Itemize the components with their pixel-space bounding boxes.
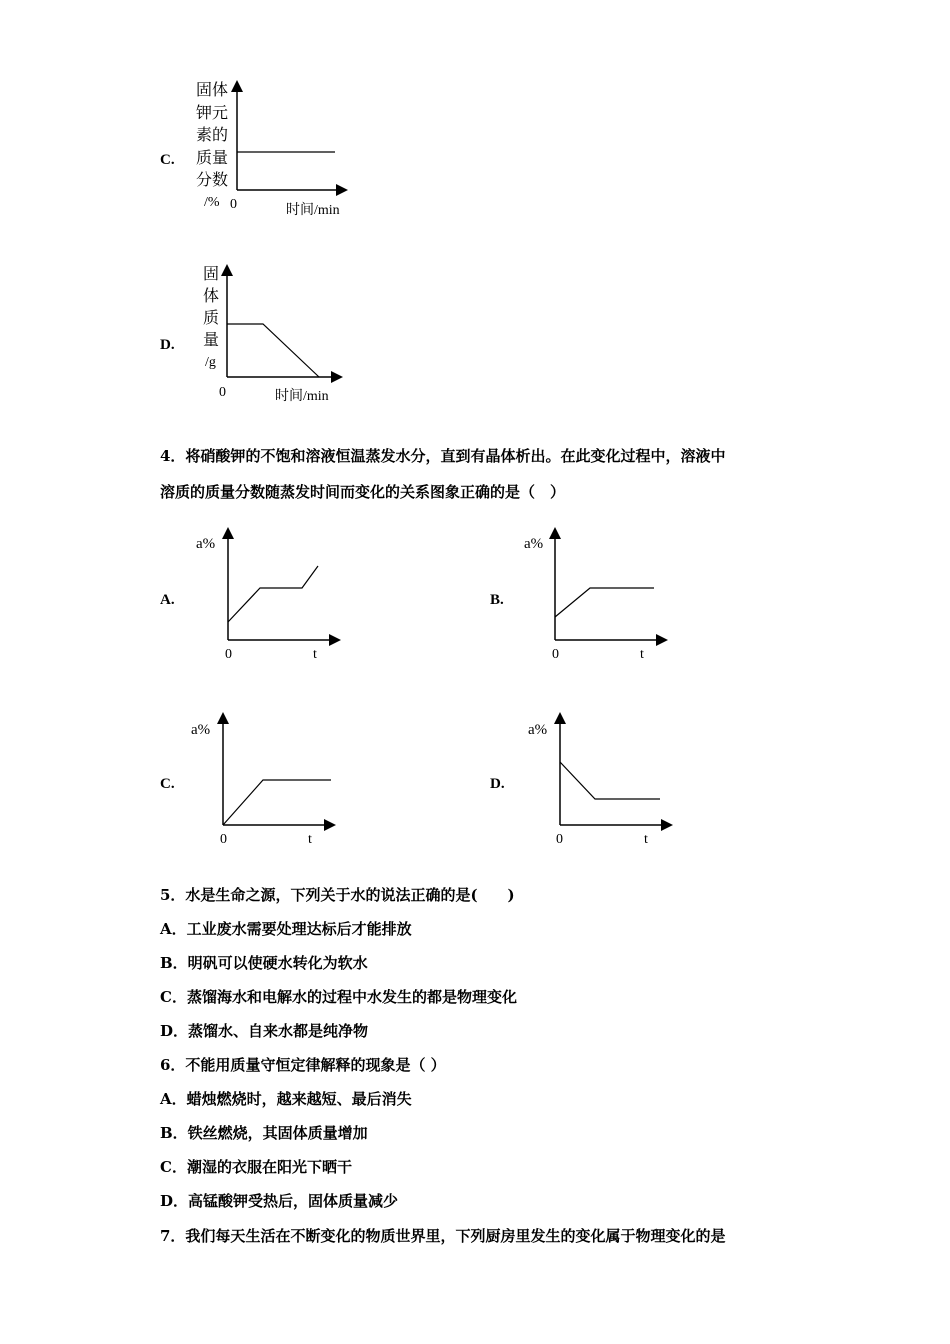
y-label: a% [528, 722, 548, 738]
plot-line [228, 566, 318, 622]
plot-line [223, 780, 331, 825]
y-label-5: 分数 [196, 172, 229, 189]
y-label-1: 固 [203, 266, 220, 283]
x-label: t [313, 647, 317, 662]
y-label-3: 素的 [196, 127, 229, 144]
q3-option-d-label: D. [160, 337, 175, 353]
q6-option-a: A．蜡烛燃烧时，越来越短、最后消失 [160, 1090, 412, 1108]
origin-label: 0 [220, 832, 227, 847]
y-label-1: 固体 [196, 82, 229, 99]
x-label: 时间/min [286, 203, 340, 218]
x-label: t [644, 832, 648, 847]
y-label-6: /% [204, 195, 220, 210]
q4-stem-line-2: 溶质的质量分数随蒸发时间而变化的关系图象正确的是（ ） [160, 483, 566, 501]
y-label-5: /g [205, 355, 216, 370]
x-label: t [640, 647, 644, 662]
q3-option-d-graph [195, 262, 365, 407]
plot-line [555, 588, 654, 617]
y-label-4: 质量 [196, 150, 229, 167]
q4-option-b-graph [520, 525, 680, 665]
q7-stem: 7．我们每天生活在不断变化的物质世界里，下列厨房里发生的变化属于物理变化的是 [160, 1227, 726, 1245]
q5-option-c: C．蒸馏海水和电解水的过程中水发生的都是物理变化 [160, 988, 517, 1006]
plot-line [560, 762, 660, 799]
q4-option-b-label: B. [490, 592, 504, 608]
q3-option-c-graph [190, 78, 360, 223]
y-label-4: 量 [203, 332, 220, 349]
y-label-2: 钾元 [196, 105, 229, 122]
y-label-2: 体 [203, 288, 220, 305]
plot-line [227, 324, 319, 377]
origin-label: 0 [552, 647, 559, 662]
q4-stem-line-1: 4．将硝酸钾的不饱和溶液恒温蒸发水分，直到有晶体析出。在此变化过程中，溶液中 [160, 447, 726, 465]
y-label: a% [524, 536, 544, 552]
q6-option-b: B．铁丝燃烧，其固体质量增加 [160, 1124, 368, 1142]
origin-label: 0 [225, 647, 232, 662]
y-label: a% [191, 722, 211, 738]
q5-option-a: A．工业废水需要处理达标后才能排放 [160, 920, 412, 938]
origin-label: 0 [219, 385, 226, 400]
y-label-3: 质 [203, 310, 220, 327]
q5-stem: 5．水是生命之源，下列关于水的说法正确的是( ) [160, 886, 515, 904]
q6-option-d: D．高锰酸钾受热后，固体质量减少 [160, 1192, 399, 1210]
q5-option-b: B．明矾可以使硬水转化为软水 [160, 954, 368, 972]
q4-option-c-label: C. [160, 776, 175, 792]
origin-label: 0 [230, 197, 237, 212]
q4-option-c-graph [185, 710, 345, 850]
x-label: t [308, 832, 312, 847]
origin-label: 0 [556, 832, 563, 847]
q4-option-a-graph [190, 525, 350, 665]
q5-option-d: D．蒸馏水、自来水都是纯净物 [160, 1022, 369, 1040]
q4-option-d-label: D. [490, 776, 505, 792]
q6-stem: 6．不能用质量守恒定律解释的现象是（ ） [160, 1056, 446, 1074]
q4-option-d-graph [525, 710, 685, 850]
q6-option-c: C．潮湿的衣服在阳光下晒干 [160, 1158, 352, 1176]
q4-option-a-label: A. [160, 592, 175, 608]
x-label: 时间/min [275, 389, 329, 404]
y-label: a% [196, 536, 216, 552]
q3-option-c-label: C. [160, 152, 175, 168]
